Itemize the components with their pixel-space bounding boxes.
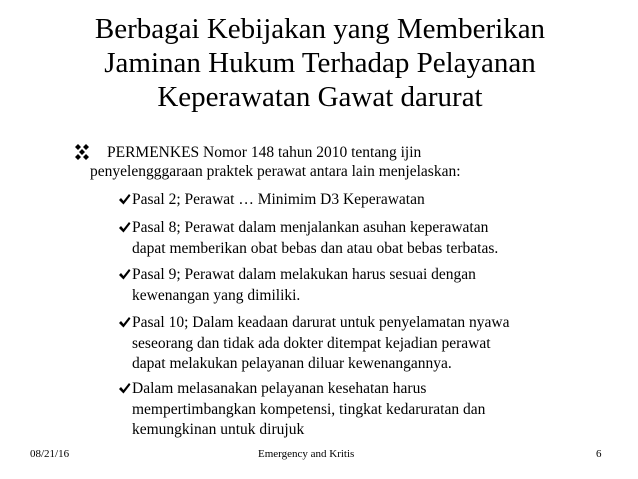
footer-center-text: Emergency and Kritis xyxy=(258,448,355,460)
sub-bullet-line: Pasal 10; Dalam keadaan darurat untuk penyelamatan nyawa xyxy=(132,314,510,331)
sub-bullet-line: Pasal 8; Perawat dalam menjalankan asuhan keperawatan xyxy=(132,219,489,236)
sub-bullet-line: dapat memberikan obat bebas dan atau obat bebas terbatas. xyxy=(132,240,499,257)
title-line-2: Jaminan Hukum Terhadap Pelayanan xyxy=(104,47,536,79)
sub-bullet-line: kemungkinan untuk dirujuk xyxy=(132,421,305,438)
checkmark-bullet-icon xyxy=(118,268,131,281)
diamond-bullet-icon xyxy=(74,144,90,160)
main-bullet-line-1: PERMENKES Nomor 148 tahun 2010 tentang ijin xyxy=(107,144,422,161)
sub-bullet-line: kewenangan yang dimiliki. xyxy=(132,287,301,304)
sub-bullet-line: seseorang dan tidak ada dokter ditempat kejadian perawat xyxy=(132,335,491,352)
slide-title xyxy=(40,12,600,114)
sub-bullet-line: Pasal 2; Perawat … Minimim D3 Keperawatan xyxy=(132,191,425,208)
checkmark-bullet-icon xyxy=(118,193,131,206)
sub-bullet-line: mempertimbangkan kompetensi, tingkat kedaruratan dan xyxy=(132,401,486,418)
sub-bullet-line: Pasal 9; Perawat dalam melakukan harus sesuai dengan xyxy=(132,266,476,283)
main-bullet-line-2: penyelengggaraan praktek perawat antara lain menjelaskan: xyxy=(90,163,461,180)
title-line-1: Berbagai Kebijakan yang Memberikan xyxy=(94,13,546,45)
checkmark-bullet-icon xyxy=(118,221,131,234)
sub-bullet-line: dapat melakukan pelayanan diluar kewenangannya. xyxy=(132,355,452,372)
checkmark-bullet-icon xyxy=(118,382,131,395)
footer-date: 08/21/16 xyxy=(30,448,70,460)
title-line-3: Keperawatan Gawat darurat xyxy=(157,81,483,113)
checkmark-bullet-icon xyxy=(118,316,131,329)
sub-bullet-line: Dalam melasanakan pelayanan kesehatan harus xyxy=(132,380,427,397)
footer-page-number: 6 xyxy=(596,448,602,460)
